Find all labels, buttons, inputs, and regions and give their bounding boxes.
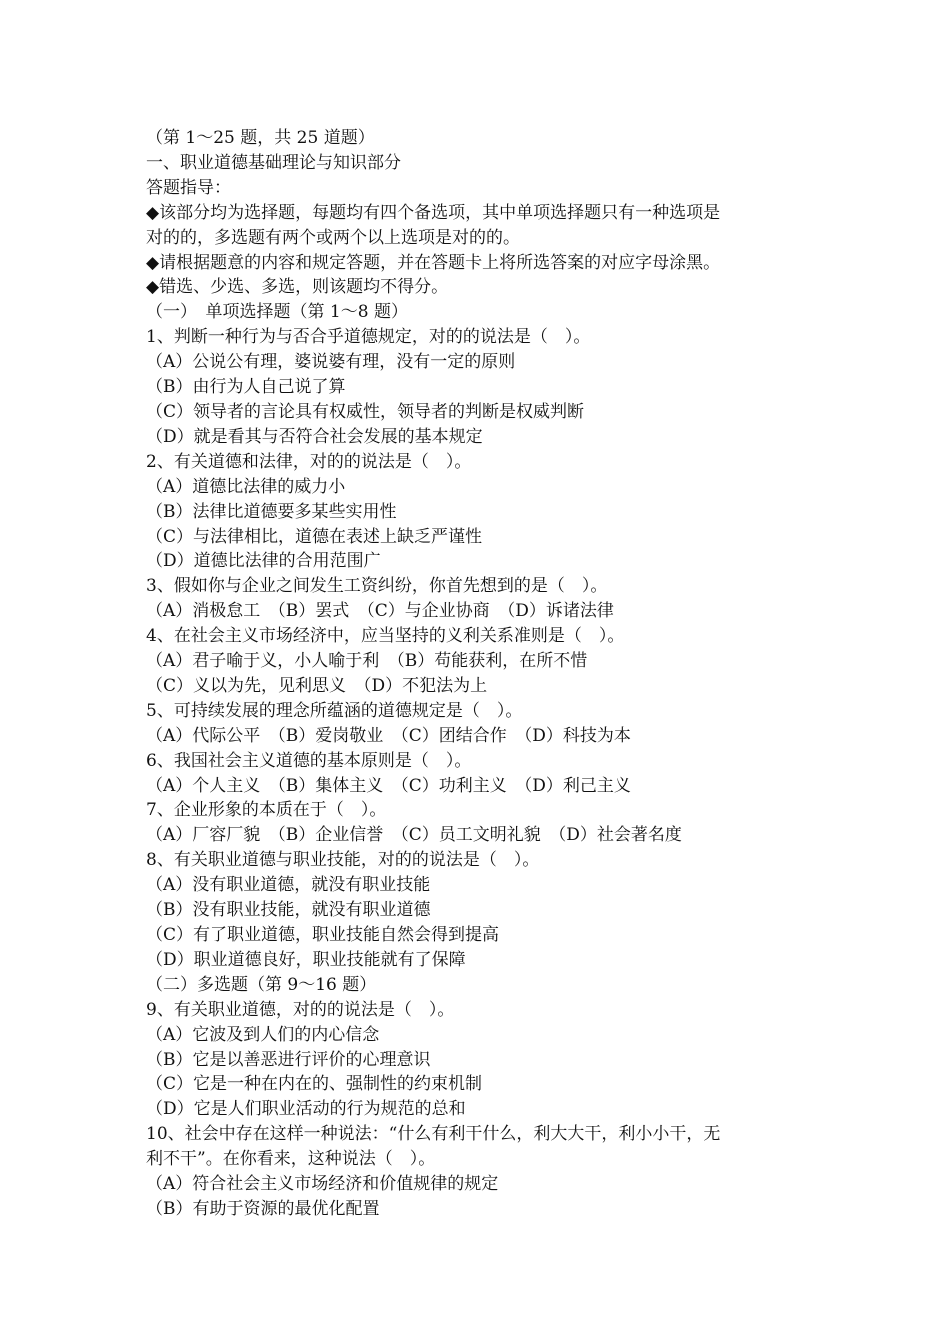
q1-option-b: （B）由行为人自己说了算: [146, 377, 346, 398]
q9-option-a: （A）它波及到人们的内心信念: [146, 1024, 380, 1045]
q2-option-d: （D）道德比法律的合用范围广: [146, 551, 381, 572]
subsection-single-choice: （一） 单项选择题（第 1～8 题）: [146, 302, 408, 323]
question-10a: 10、社会中存在这样一种说法：“什么有利干什么，利大大干，利小小干，无: [146, 1124, 721, 1145]
q2-option-b: （B）法律比道德要多某些实用性: [146, 501, 397, 522]
q2-option-c: （C）与法律相比，道德在表述上缺乏严谨性: [146, 526, 483, 547]
question-10b: 利不干”。在你看来，这种说法（ ）。: [146, 1149, 436, 1170]
section-title: 一、职业道德基础理论与知识部分: [146, 152, 401, 173]
question-9: 9、有关职业道德，对的的说法是（ ）。: [146, 999, 455, 1020]
question-4: 4、在社会主义市场经济中，应当坚持的义利关系准则是（ ）。: [146, 626, 625, 647]
document-page: [146, 126, 806, 1222]
question-3: 3、假如你与企业之间发生工资纠纷，你首先想到的是（ ）。: [146, 576, 608, 597]
range-note: （第 1～25 题，共 25 道题）: [146, 128, 375, 148]
instruction-1a: ◆该部分均为选择题，每题均有四个备选项，其中单项选择题只有一种选项是: [146, 202, 721, 223]
q7-options: （A）厂容厂貌 （B）企业信誉 （C）员工文明礼貌 （D）社会著名度: [146, 825, 682, 846]
q1-option-d: （D）就是看其与否符合社会发展的基本规定: [146, 426, 483, 447]
question-5: 5、可持续发展的理念所蕴涵的道德规定是（ ）。: [146, 700, 523, 721]
instructions-heading: 答题指导：: [146, 177, 231, 198]
subsection-multi-choice: （二）多选题（第 9～16 题）: [146, 974, 377, 995]
instruction-1b: 对的的，多选题有两个或两个以上选项是对的的。: [146, 227, 520, 248]
question-8: 8、有关职业道德与职业技能，对的的说法是（ ）。: [146, 850, 540, 871]
q9-option-b: （B）它是以善恶进行评价的心理意识: [146, 1049, 431, 1070]
q8-option-b: （B）没有职业技能，就没有职业道德: [146, 900, 431, 921]
q8-option-c: （C）有了职业道德，职业技能自然会得到提高: [146, 925, 500, 945]
instruction-3: ◆错选、少选、多选，则该题均不得分。: [146, 277, 449, 298]
q3-options: （A）消极怠工 （B）罢式 （C）与企业协商 （D）诉诸法律: [146, 601, 614, 622]
q4-options-cd: （C）义以为先，见利思义 （D）不犯法为上: [146, 675, 488, 696]
question-6: 6、我国社会主义道德的基本原则是（ ）。: [146, 750, 472, 771]
question-2: 2、有关道德和法律，对的的说法是（ ）。: [146, 451, 472, 472]
q2-option-a: （A）道德比法律的威力小: [146, 476, 346, 497]
q1-option-c: （C）领导者的言论具有权威性，领导者的判断是权威判断: [146, 401, 585, 422]
q9-option-d: （D）它是人们职业活动的行为规范的总和: [146, 1099, 466, 1120]
q10-option-a: （A）符合社会主义市场经济和价值规律的规定: [146, 1174, 499, 1195]
q4-options-ab: （A）君子喻于义，小人喻于利 （B）苟能获利，在所不惜: [146, 651, 588, 672]
q10-option-b: （B）有助于资源的最优化配置: [146, 1198, 380, 1219]
question-7: 7、企业形象的本质在于（ ）。: [146, 800, 387, 821]
q8-option-a: （A）没有职业道德，就没有职业技能: [146, 875, 431, 896]
q1-option-a: （A）公说公有理，婆说婆有理，没有一定的原则: [146, 352, 516, 373]
q5-options: （A）代际公平 （B）爱岗敬业 （C）团结合作 （D）科技为本: [146, 725, 631, 746]
instruction-2: ◆请根据题意的内容和规定答题，并在答题卡上将所选答案的对应字母涂黑。: [146, 252, 721, 273]
question-1: 1、判断一种行为与否合乎道德规定，对的的说法是（ ）。: [146, 327, 591, 348]
q8-option-d: （D）职业道德良好，职业技能就有了保障: [146, 949, 466, 970]
q9-option-c: （C）它是一种在内在的、强制性的约束机制: [146, 1074, 483, 1095]
q6-options: （A）个人主义 （B）集体主义 （C）功利主义 （D）利己主义: [146, 775, 631, 796]
